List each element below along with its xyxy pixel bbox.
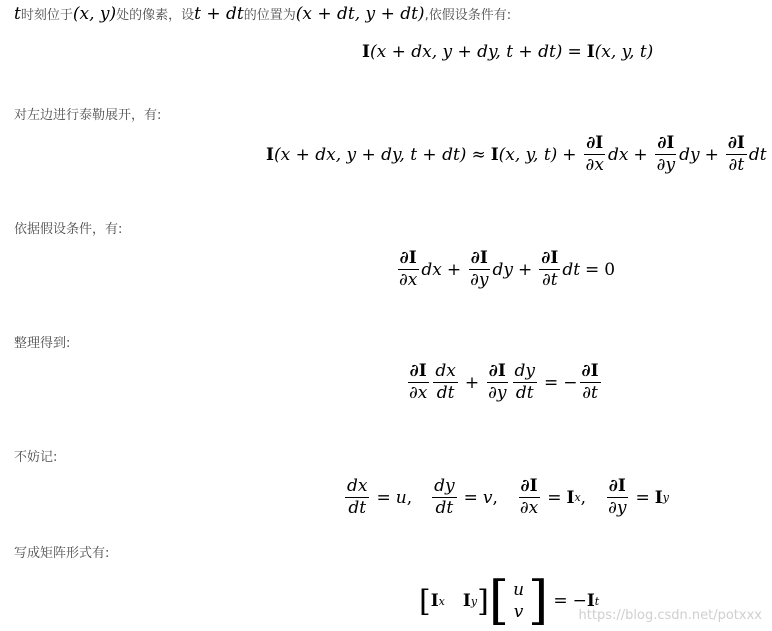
subscript-y: y bbox=[470, 594, 478, 608]
bold-I: I bbox=[266, 144, 274, 165]
bold-I: I bbox=[586, 591, 595, 611]
equation-6 bbox=[419, 571, 600, 631]
numerator: ∂I bbox=[520, 476, 538, 496]
fraction bbox=[539, 249, 560, 290]
equals: = bbox=[547, 487, 562, 508]
numerator: dx bbox=[347, 476, 368, 496]
fraction bbox=[726, 134, 747, 175]
equals: = bbox=[553, 591, 568, 611]
left-bracket: [ bbox=[488, 571, 510, 631]
equation-1 bbox=[362, 42, 653, 62]
numerator: ∂I bbox=[586, 133, 604, 153]
fraction bbox=[345, 477, 369, 518]
paragraph-4: 整理得到: bbox=[14, 336, 71, 351]
bold-I: I bbox=[566, 487, 575, 508]
bold-I: I bbox=[362, 42, 370, 62]
bold-I: I bbox=[654, 487, 663, 508]
equals: = bbox=[635, 487, 650, 508]
denominator: ∂y bbox=[608, 498, 627, 518]
left-bracket: [ bbox=[419, 583, 431, 619]
fraction bbox=[468, 249, 490, 290]
denominator: dt bbox=[435, 498, 454, 518]
numerator: dx bbox=[435, 361, 456, 381]
denominator: ∂x bbox=[519, 498, 539, 518]
u: u bbox=[395, 487, 407, 508]
fraction bbox=[432, 477, 457, 518]
math-t-dt: t + dt bbox=[194, 4, 244, 24]
equation-3 bbox=[395, 249, 615, 290]
equals: = bbox=[463, 487, 478, 508]
denominator: ∂t bbox=[582, 383, 598, 403]
equals: = bbox=[585, 259, 600, 280]
dx: dx bbox=[421, 259, 442, 280]
dy: dy bbox=[679, 144, 700, 165]
fraction bbox=[606, 477, 628, 518]
fraction bbox=[518, 477, 540, 518]
v: v bbox=[513, 602, 524, 622]
text: 的位置为 bbox=[243, 8, 296, 23]
numerator: ∂I bbox=[541, 248, 559, 268]
approx: ≈ bbox=[471, 144, 486, 165]
subscript-t: t bbox=[594, 594, 600, 608]
plus: + bbox=[446, 259, 462, 280]
text: 时刻位于 bbox=[20, 8, 73, 23]
denominator: ∂x bbox=[399, 270, 418, 290]
numerator: ∂I bbox=[608, 476, 626, 496]
denominator: ∂x bbox=[409, 383, 428, 403]
minus: − bbox=[563, 372, 578, 393]
denominator: ∂y bbox=[470, 270, 489, 290]
denominator: ∂y bbox=[656, 155, 676, 175]
right-bracket: ] bbox=[477, 583, 489, 619]
fraction bbox=[584, 134, 606, 175]
paragraph-1 bbox=[14, 4, 511, 24]
denominator: ∂x bbox=[585, 155, 604, 175]
fraction bbox=[580, 362, 601, 403]
numerator: ∂I bbox=[727, 133, 745, 153]
dx: dx bbox=[607, 144, 629, 165]
numerator: ∂I bbox=[399, 248, 417, 268]
numerator: ∂I bbox=[581, 361, 599, 381]
denominator: ∂y bbox=[488, 383, 507, 403]
args: (x, y, t) bbox=[594, 42, 654, 62]
comma: , bbox=[406, 487, 413, 508]
numerator: ∂I bbox=[409, 361, 427, 381]
math-xy: (x, y) bbox=[72, 4, 117, 24]
vector bbox=[513, 579, 524, 623]
comma: , bbox=[492, 487, 498, 508]
equation-4 bbox=[405, 362, 603, 403]
plus: + bbox=[633, 144, 648, 165]
paragraph-6: 写成矩阵形式有: bbox=[14, 546, 110, 561]
paragraph-3: 依据假设条件，有: bbox=[14, 222, 123, 237]
args: (x + dx, y + dy, t + dt) bbox=[273, 144, 467, 165]
u: u bbox=[513, 580, 525, 600]
args: (x, y, t) bbox=[498, 144, 558, 165]
numerator: ∂I bbox=[488, 361, 506, 381]
numerator: ∂I bbox=[657, 133, 675, 153]
bold-I: I bbox=[462, 591, 471, 611]
dt: dt bbox=[748, 144, 767, 165]
denominator: dt bbox=[348, 498, 367, 518]
plus: + bbox=[464, 372, 480, 393]
v: v bbox=[482, 487, 493, 508]
watermark: https://blog.csdn.net/potxxx bbox=[578, 608, 762, 623]
fraction bbox=[486, 362, 508, 403]
paragraph-2: 对左边进行泰勒展开，有: bbox=[14, 108, 162, 123]
text: 处的像素，设 bbox=[116, 8, 195, 23]
equation-2 bbox=[266, 134, 767, 175]
subscript-x: x bbox=[438, 594, 445, 608]
fraction bbox=[407, 362, 429, 403]
plus: + bbox=[518, 259, 533, 280]
math-position: (x + dt, y + dt) bbox=[295, 4, 425, 24]
denominator: dt bbox=[436, 383, 455, 403]
comma: , bbox=[580, 487, 587, 508]
bold-I: I bbox=[490, 144, 499, 165]
fraction bbox=[397, 249, 419, 290]
subscript-y: y bbox=[662, 491, 669, 504]
fraction bbox=[513, 362, 538, 403]
dt: dt bbox=[562, 259, 581, 280]
denominator: ∂t bbox=[728, 155, 745, 175]
right-bracket: ] bbox=[528, 571, 549, 631]
equals: = bbox=[544, 372, 559, 393]
numerator: dy bbox=[434, 476, 455, 496]
dy: dy bbox=[492, 259, 514, 280]
fraction bbox=[655, 134, 677, 175]
fraction bbox=[433, 362, 457, 403]
plus: + bbox=[562, 144, 577, 165]
equation-5 bbox=[343, 477, 669, 518]
equals: = bbox=[567, 42, 582, 62]
plus: + bbox=[704, 144, 719, 165]
subscript-x: x bbox=[574, 491, 581, 504]
math-t: t bbox=[14, 4, 21, 24]
zero: 0 bbox=[604, 259, 616, 280]
denominator: ∂t bbox=[541, 270, 558, 290]
denominator: dt bbox=[515, 383, 534, 403]
numerator: dy bbox=[514, 361, 536, 381]
bold-I: I bbox=[586, 42, 595, 62]
minus: − bbox=[572, 591, 587, 611]
bold-I: I bbox=[430, 591, 439, 611]
paragraph-5: 不妨记: bbox=[14, 450, 58, 465]
text: ,依假设条件有: bbox=[424, 8, 512, 23]
numerator: ∂I bbox=[470, 248, 488, 268]
args: (x + dx, y + dy, t + dt) bbox=[369, 42, 563, 62]
equals: = bbox=[376, 487, 391, 508]
